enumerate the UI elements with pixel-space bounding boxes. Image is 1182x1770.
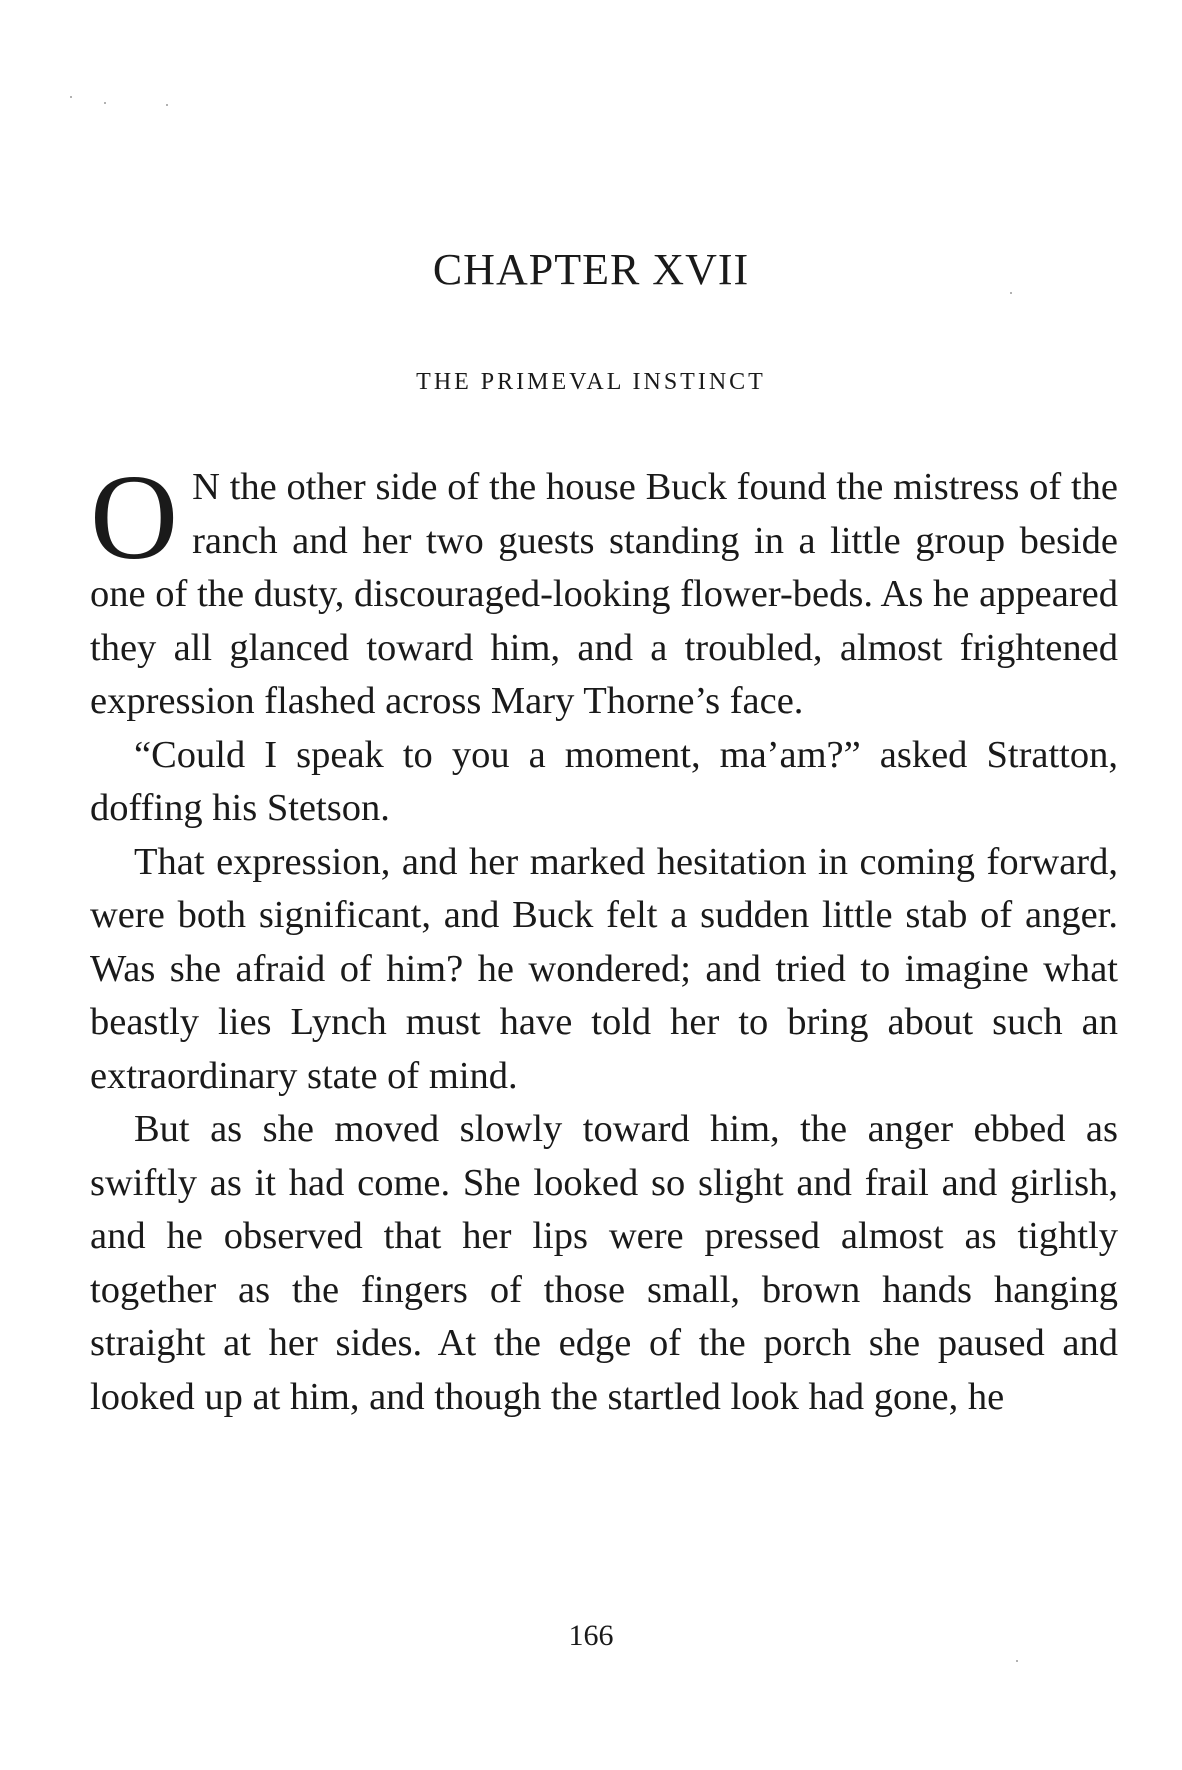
page-number: 166: [568, 1619, 614, 1652]
scan-speck: [104, 102, 106, 104]
drop-cap-letter: O: [90, 450, 179, 585]
scan-speck: [1016, 1660, 1018, 1662]
scan-speck: [70, 96, 72, 98]
paragraph-1-text: N the other side of the house Buck found the mistress of the ranch and her two guests standing in a little group beside one of the dusty, discouraged-looking flower-beds. As he appeared they all glanced toward him, and a troubled, almost frightened expression flashed across Mary Thorne’s face.: [90, 466, 1118, 722]
chapter-subtitle: THE PRIMEVAL INSTINCT: [416, 369, 766, 395]
chapter-body: [90, 450, 1118, 1424]
scan-speck: [166, 104, 168, 106]
paragraph-2: “Could I speak to you a moment, ma’am?” asked Stratton, doffing his Stetson.: [90, 733, 1118, 829]
paragraph-4: But as she moved slowly toward him, the anger ebbed as swiftly as it had come. She looked so slight and frail and girlish, and he observed that her lips were pressed almost as tightly together as the fingers of those small, brown hands hanging straight at her sides. At the edge of the porch she paused and looked up at him, and though the startled look had gone, he: [90, 1108, 1118, 1418]
paragraph-3: That expression, and her marked hesitation in coming forward, were both significant, and Buck felt a sudden little stab of anger. Was she afraid of him? he wondered; and tried to imagine what beastly lies Lynch must have told her to bring about such an extraordinary state of mind.: [90, 840, 1118, 1097]
chapter-heading: CHAPTER XVII: [432, 245, 750, 294]
paragraph-1: [90, 450, 1118, 729]
scan-speck: [1010, 292, 1012, 294]
